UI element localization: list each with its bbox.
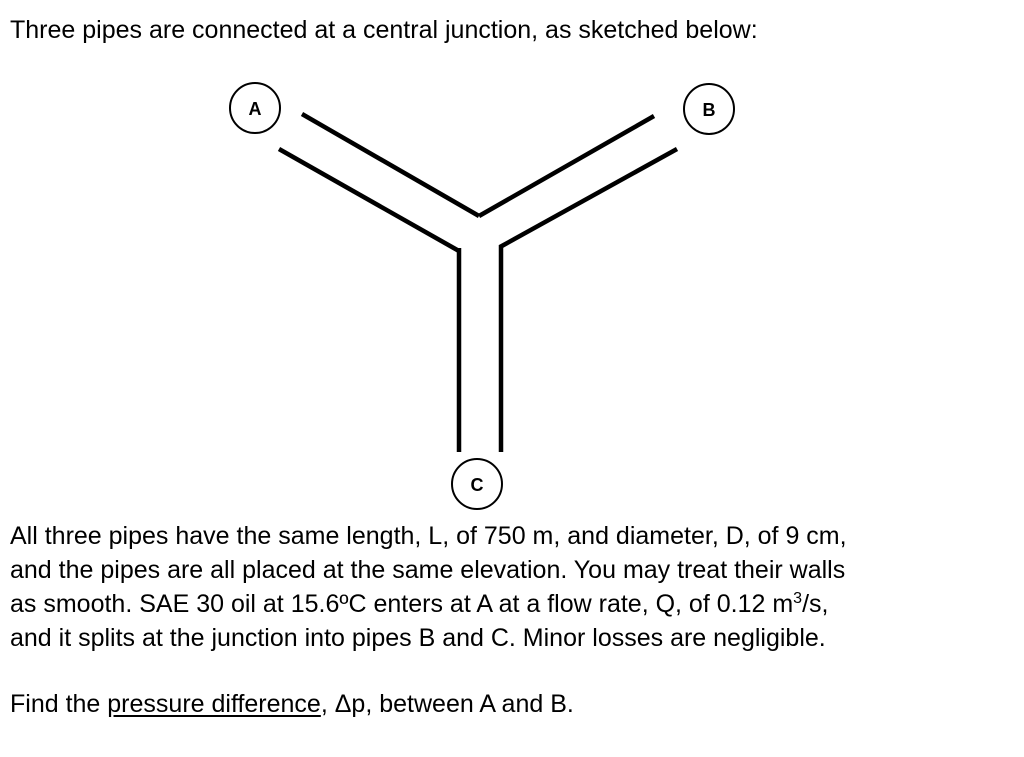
intro-text: Three pipes are connected at a central junction, as sketched below: <box>10 16 758 44</box>
question-text <box>10 688 574 720</box>
problem-line-3 <box>10 587 1010 621</box>
question-emphasis: pressure difference <box>107 690 321 718</box>
node-a-label: A <box>248 99 262 119</box>
pipe-a-upper-wall <box>302 114 479 216</box>
pipe-a-lower-wall <box>279 149 459 251</box>
node-b-label: B <box>702 100 716 120</box>
pipe-b-lower-wall <box>500 149 677 247</box>
flow-rate-unit-suffix: /s, <box>802 590 829 618</box>
node-a <box>230 83 280 133</box>
question-suffix: , Δp, between A and B. <box>320 690 574 718</box>
cubic-superscript: 3 <box>793 590 803 607</box>
problem-line-1: All three pipes have the same length, L, of 750 m, and diameter, D, of 9 cm, <box>10 522 847 550</box>
problem-line-2: and the pipes are all placed at the same elevation. You may treat their walls <box>10 556 846 584</box>
node-c <box>452 459 502 509</box>
question-prefix: Find the <box>10 690 108 718</box>
node-b <box>684 84 734 134</box>
pipe-b-upper-wall <box>479 116 654 216</box>
problem-statement <box>10 519 1010 655</box>
problem-line-4: and it splits at the junction into pipes B and C. Minor losses are negligible. <box>10 624 826 652</box>
node-c-label: C <box>470 475 484 495</box>
problem-line-3-text: as smooth. SAE 30 oil at 15.6ºC enters at A at a flow rate, Q, of 0.12 m <box>10 590 794 618</box>
